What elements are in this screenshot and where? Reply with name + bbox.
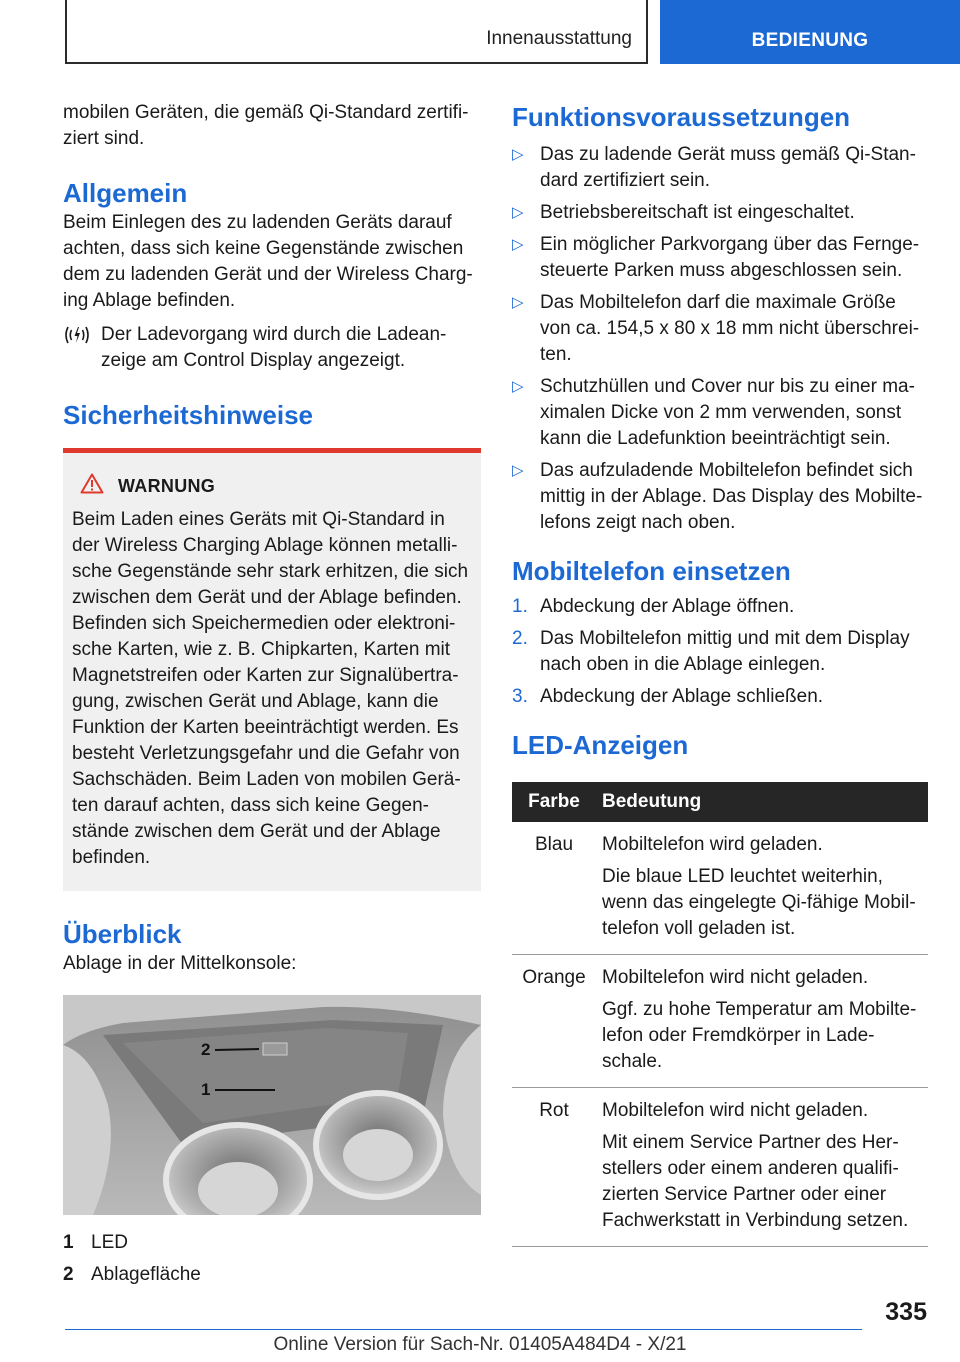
callout-list (63, 1227, 481, 1291)
requirement-text: Das Mobiltelefon darf die maximale Größe von ca. 154,5 x 80 x 18 mm nicht überschrei-ten. (540, 292, 920, 365)
header-chapter-title: BEDIENUNG (751, 30, 869, 51)
left-column (63, 100, 481, 1291)
led-table (512, 782, 928, 1247)
requirement-item (512, 374, 928, 452)
table-row (512, 1088, 928, 1247)
callout-label: Ablagefläche (91, 1264, 201, 1285)
heading-overview: Überblick (63, 919, 182, 949)
warning-box (63, 448, 481, 891)
led-color-cell: Rot (512, 1088, 596, 1247)
led-col-meaning: Bedeutung (596, 782, 928, 822)
header-section-tab (65, 0, 648, 64)
footer-text: Online Version für Sach-Nr. 01405A484D4 - X/21 (273, 1334, 687, 1355)
callout-item (63, 1227, 481, 1259)
led-meaning-detail: Ggf. zu hohe Temperatur am Mobilte-lefon oder Fremdkörper in Lade-schale. (602, 999, 917, 1072)
requirement-text: Betriebsbereitschaft ist eingeschaltet. (540, 202, 855, 223)
step-item (512, 594, 928, 620)
led-color-cell: Blau (512, 822, 596, 955)
requirement-text: Das aufzuladende Mobiltelefon befindet sich mittig in der Ablage. Das Display des Mobilte-lefons zeigt nach oben. (540, 460, 923, 533)
heading-insert-phone: Mobiltelefon einsetzen (512, 556, 791, 586)
insert-steps-list (512, 594, 928, 710)
requirement-item (512, 142, 928, 194)
step-item (512, 626, 928, 678)
requirement-item (512, 458, 928, 536)
figure-label-2: 2 (201, 1040, 211, 1059)
led-meaning-cell (596, 1088, 928, 1247)
requirement-item (512, 290, 928, 368)
triangle-bullet-icon: ▷ (512, 462, 524, 479)
heading-allgemein: Allgemein (63, 178, 188, 208)
allgemein-text: Beim Einlegen des zu ladenden Geräts darauf achten, dass sich keine Gegenstände zwischen dem zu ladenden Gerät und der Wireless Charg-ing Ablage befinden. (63, 212, 473, 311)
requirement-text: Das zu ladende Gerät muss gemäß Qi-Stan-dard zertifiziert sein. (540, 144, 916, 191)
led-meaning-cell (596, 822, 928, 955)
requirement-text: Ein möglicher Parkvorgang über das Fernge-steuerte Parken muss abgeschlossen sein. (540, 234, 920, 281)
step-item (512, 684, 928, 710)
requirements-list (512, 142, 928, 536)
heading-requirements: Funktionsvoraussetzungen (512, 102, 851, 132)
table-row (512, 822, 928, 955)
page-number: 335 (885, 1298, 927, 1326)
requirement-item (512, 232, 928, 284)
step-text: Abdeckung der Ablage schließen. (540, 686, 824, 707)
led-meaning-main: Mobiltelefon wird nicht geladen. (602, 1100, 869, 1121)
step-text: Das Mobiltelefon mittig und mit dem Display nach oben in die Ablage einlegen. (540, 628, 910, 675)
footer-divider (65, 1329, 862, 1330)
led-color-cell: Orange (512, 955, 596, 1088)
led-meaning-detail: Die blaue LED leuchtet weiterhin, wenn das eingelegte Qi-fähige Mobil-telefon voll geladen ist. (602, 866, 916, 939)
requirement-item (512, 200, 928, 226)
triangle-bullet-icon: ▷ (512, 294, 524, 311)
led-meaning-cell (596, 955, 928, 1088)
warning-triangle-icon (80, 473, 104, 499)
step-number: 1. (512, 596, 528, 617)
callout-number: 2 (63, 1264, 74, 1285)
charging-indicator-text: Der Ladevorgang wird durch die Ladean-zeige am Control Display angezeigt. (101, 324, 447, 371)
led-col-color: Farbe (512, 782, 596, 822)
header-chapter-tab[interactable] (660, 0, 960, 64)
charging-indicator-note (63, 322, 481, 374)
table-row (512, 955, 928, 1088)
warning-header (72, 473, 471, 499)
wireless-charging-icon (63, 324, 91, 351)
callout-label: LED (91, 1232, 128, 1253)
step-text: Abdeckung der Ablage öffnen. (540, 596, 795, 617)
intro-continuation: mobilen Geräten, die gemäß Qi-Standard zertifi-ziert sind. (63, 102, 469, 149)
warning-text: Beim Laden eines Geräts mit Qi-Standard in der Wireless Charging Ablage können metalli-sche Gegenstände sehr stark erhitzen, die sich zwischen dem Gerät und der Ablage befinden. Befinden sich Speichermedien oder elektroni-sche Karten, wie z. B. Chipkarten, Karten mit Magnetstreifen oder Karten zur Signalübertra-gung, zwischen Gerät und Ablage, kann die Funktion der Karten beeinträchtigt werden. Es besteht Verletzungsgefahr und die Gefahr von Sachschäden. Beim Laden von mobilen Gerä-ten darauf achten, dass sich keine Gegen-stände zwischen dem Gerät und der Ablage befinden. (72, 509, 469, 868)
requirement-text: Schutzhüllen und Cover nur bis zu einer ma-ximalen Dicke von 2 mm verwenden, sonst kann die Ladefunktion beeinträchtigt sein. (540, 376, 915, 449)
warning-label: WARNUNG (118, 475, 216, 496)
led-meaning-detail: Mit einem Service Partner des Her-stellers oder einem anderen qualifi-zierten Service Partner oder einer Fachwerkstatt in Verbindung setzen. (602, 1132, 909, 1231)
center-console-figure (63, 995, 481, 1215)
heading-led: LED-Anzeigen (512, 730, 689, 760)
triangle-bullet-icon: ▷ (512, 204, 524, 221)
center-console-illustration (63, 995, 481, 1215)
step-number: 3. (512, 686, 528, 707)
heading-safety: Sicherheitshinweise (63, 400, 313, 430)
led-meaning-main: Mobiltelefon wird nicht geladen. (602, 967, 869, 988)
figure-label-1: 1 (201, 1080, 211, 1099)
triangle-bullet-icon: ▷ (512, 378, 524, 395)
overview-text: Ablage in der Mittelkonsole: (63, 953, 297, 974)
right-column (512, 100, 928, 1247)
callout-item (63, 1259, 481, 1291)
led-table-header-row (512, 782, 928, 822)
callout-number: 1 (63, 1232, 74, 1253)
triangle-bullet-icon: ▷ (512, 236, 524, 253)
triangle-bullet-icon: ▷ (512, 146, 524, 163)
step-number: 2. (512, 628, 528, 649)
header-section-title: Innenausstattung (486, 28, 632, 49)
led-meaning-main: Mobiltelefon wird geladen. (602, 834, 823, 855)
